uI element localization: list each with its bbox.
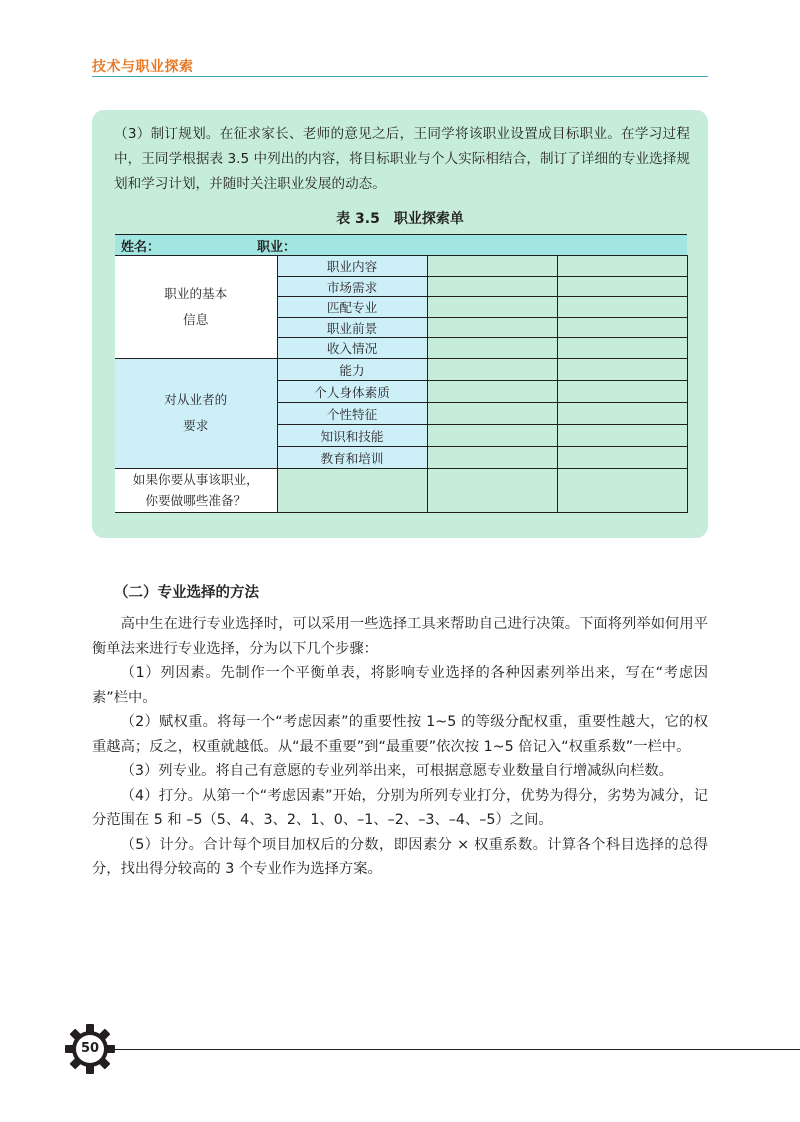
- question-line: 你要做哪些准备？: [145, 493, 247, 508]
- blank-cell: [427, 338, 557, 359]
- item-label: 职业内容: [277, 256, 427, 277]
- name-label: 姓名：: [121, 239, 161, 255]
- item-label: 收入情况: [277, 338, 427, 359]
- blank-cell: [427, 256, 557, 277]
- item-label: 市场需求: [277, 276, 427, 297]
- table-row: [115, 468, 687, 512]
- page-number: 50: [80, 1041, 100, 1056]
- blank-cell: [557, 338, 687, 359]
- blank-cell: [557, 358, 687, 380]
- table-row: [115, 358, 687, 380]
- blank-cell: [557, 380, 687, 402]
- paragraph: 高中生在进行专业选择时，可以采用一些选择工具来帮助自己进行决策。下面将列举如何用平衡单法来进行专业选择，分为以下几个步骤：: [92, 616, 708, 657]
- blank-cell: [427, 402, 557, 424]
- paragraph: （5）计分。合计每个项目加权后的分数，即因素分 × 权重系数。计算各个科目选择的总得分，找出得分较高的 3 个专业作为选择方案。: [92, 836, 708, 877]
- category-requirements: [115, 358, 277, 468]
- section-title: （二）专业选择的方法: [114, 585, 259, 601]
- blank-cell: [427, 358, 557, 380]
- career-exploration-table: [115, 234, 688, 513]
- box-paragraph: （3）制订规划。在征求家长、老师的意见之后，王同学将该职业设置成目标职业。在学习过程中，王同学根据表 3.5 中列出的内容，将目标职业与个人实际相结合，制订了详细的专业选择规划和学习计划，并随时关注职业发展的动态。: [114, 126, 690, 192]
- item-label: 匹配专业: [277, 297, 427, 318]
- table-caption: 表 3.5 职业探索单: [336, 211, 464, 227]
- category-line: 信息: [183, 311, 209, 327]
- blank-cell: [557, 317, 687, 338]
- footer-rule: [104, 1049, 800, 1050]
- blank-cell: [557, 256, 687, 277]
- table-row: [115, 256, 687, 277]
- paragraph: （4）打分。从第一个“考虑因素”开始，分别为所列专业打分，优势为得分，劣势为减分，记分范围在 5 和 –5（5、4、3、2、1、0、–1、–2、–3、–4、–5）之间。: [92, 787, 708, 828]
- blank-cell: [427, 297, 557, 318]
- paragraph: （3）列专业。将自己有意愿的专业列举出来，可根据意愿专业数量自行增减纵向栏数。: [120, 763, 673, 779]
- blank-cell: [427, 446, 557, 468]
- item-label: 个人身体素质: [277, 380, 427, 402]
- item-label: 知识和技能: [277, 424, 427, 446]
- blank-cell: [427, 276, 557, 297]
- blank-cell: [427, 380, 557, 402]
- header-rule: [92, 76, 708, 77]
- name-job-cell: [115, 235, 687, 256]
- body-text: [92, 612, 708, 882]
- blank-cell: [427, 424, 557, 446]
- preparation-question: [115, 468, 277, 512]
- blank-cell: [557, 402, 687, 424]
- category-basic-info: [115, 256, 277, 359]
- blank-cell: [427, 468, 557, 512]
- blank-cell: [557, 468, 687, 512]
- paragraph: （1）列因素。先制作一个平衡单表，将影响专业选择的各种因素列举出来，写在“考虑因素”栏中。: [92, 665, 708, 706]
- table-header-row: [115, 235, 687, 256]
- job-label: 职业：: [257, 239, 297, 255]
- running-header: 技术与职业探索: [92, 59, 194, 75]
- item-label: 职业前景: [277, 317, 427, 338]
- item-label: 个性特征: [277, 402, 427, 424]
- item-label: 教育和培训: [277, 446, 427, 468]
- paragraph: （2）赋权重。将每一个“考虑因素”的重要性按 1~5 的等级分配权重，重要性越大，它的权重越高；反之，权重就越低。从“最不重要”到“最重要”依次按 1~5 倍记入“权重系数”一栏中。: [92, 714, 708, 755]
- blank-cell: [557, 297, 687, 318]
- category-line: 要求: [183, 418, 209, 433]
- category-line: 职业的基本: [164, 285, 228, 301]
- item-label: 能力: [277, 358, 427, 380]
- blank-cell: [557, 276, 687, 297]
- category-line: 对从业者的: [164, 392, 228, 407]
- blank-cell: [557, 424, 687, 446]
- question-line: 如果你要从事该职业，: [132, 472, 259, 487]
- blank-cell: [427, 317, 557, 338]
- blank-cell: [277, 468, 427, 512]
- blank-cell: [557, 446, 687, 468]
